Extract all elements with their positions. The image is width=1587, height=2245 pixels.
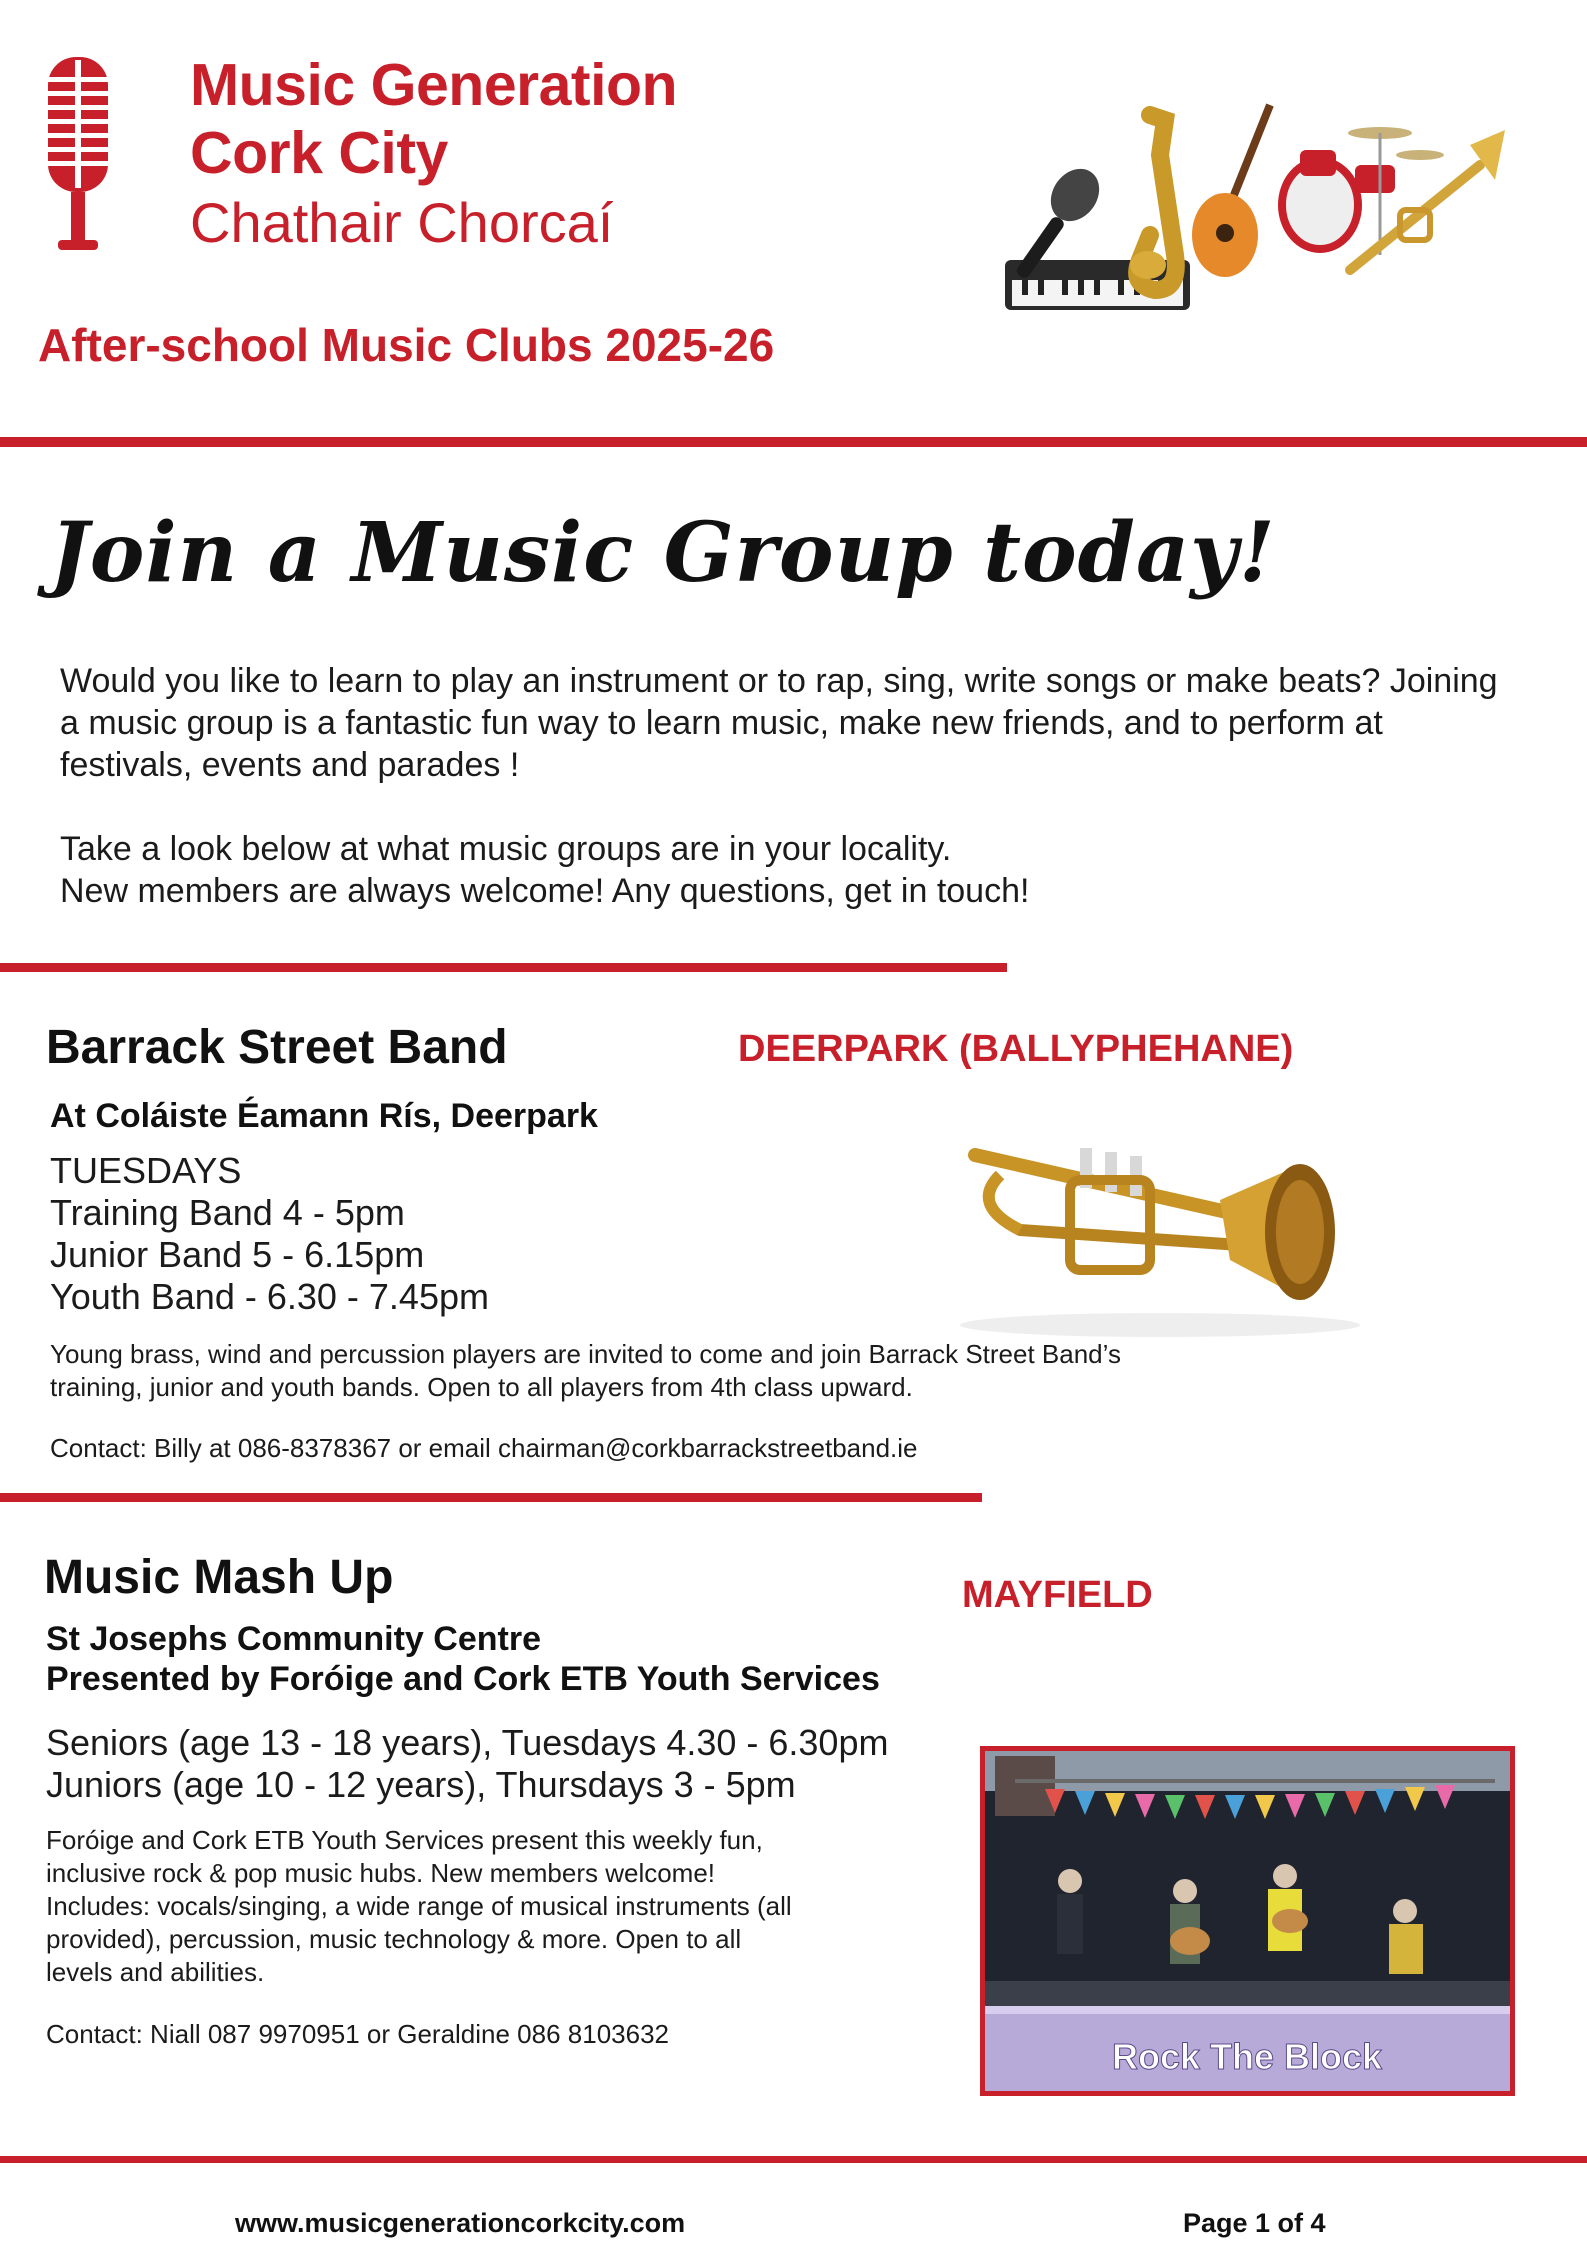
section1-session: Junior Band 5 - 6.15pm	[50, 1234, 425, 1275]
microphone-logo-icon	[38, 55, 118, 255]
section1-locality: DEERPARK (BALLYPHEHANE)	[738, 1028, 1294, 1070]
divider	[0, 1493, 982, 1502]
section2-title: Music Mash Up	[44, 1551, 394, 1604]
band-photo-scene	[985, 1751, 1510, 2091]
section2-session: Juniors (age 10 - 12 years), Thursdays 3 - 5pm	[46, 1764, 796, 1805]
brand-name-line1: Music Generation	[190, 52, 678, 118]
footer-page-number: Page 1 of 4	[1183, 2208, 1326, 2238]
intro-paragraph-2-line-1: Take a look below at what music groups are in your locality.	[60, 830, 952, 868]
section1-title: Barrack Street Band	[46, 1021, 508, 1074]
section1-day: TUESDAYS	[50, 1150, 242, 1191]
saxophone-icon	[1130, 115, 1176, 290]
intro-paragraph-2-line-2: New members are always welcome! Any questions, get in touch!	[60, 872, 1030, 910]
intro-text	[60, 660, 1510, 912]
guitar-icon	[1192, 105, 1270, 277]
brand-name-irish: Chathair Chorcaí	[190, 191, 614, 254]
divider	[0, 437, 1587, 447]
section1-contact: Contact: Billy at 086-8378367 or email chairman@corkbarrackstreetband.ie	[50, 1433, 918, 1463]
drum-kit-icon	[1282, 127, 1444, 255]
section2-locality: MAYFIELD	[962, 1574, 1153, 1616]
intro-paragraph-1: Would you like to learn to play an instrument or to rap, sing, write songs or make beats? Joining a music group is a fantastic fun way to learn music, make new friends, and to perform at festivals, events and parades !	[60, 662, 1498, 784]
page-headline: Join a Music Group today!	[50, 505, 1276, 601]
section2-venue: St Josephs Community Centre	[46, 1620, 541, 1658]
section2-presenter: Presented by Foróige and Cork ETB Youth Services	[46, 1660, 880, 1698]
section1-venue: At Coláiste Éamann Rís, Deerpark	[50, 1097, 598, 1135]
page-subtitle: After-school Music Clubs 2025-26	[38, 319, 775, 371]
section2-description: Foróige and Cork ETB Youth Services present this weekly fun, inclusive rock & pop music hubs. New members welcome! Includes: vocals/singing, a wide range of musical instruments (all provided), percussion, music technology & more. Open to all levels and abilities.	[46, 1825, 792, 1987]
section1-description: Young brass, wind and percussion players are invited to come and join Barrack Street Band’s training, junior and youth bands. Open to all players from 4th class upward.	[50, 1339, 1121, 1402]
instruments-illustration	[1000, 95, 1510, 325]
trumpet-image	[940, 1120, 1370, 1340]
section1-session: Training Band 4 - 5pm	[50, 1192, 405, 1233]
section2-session: Seniors (age 13 - 18 years), Tuesdays 4.30 - 6.30pm	[46, 1722, 889, 1763]
section2-schedule	[46, 1722, 888, 1806]
divider	[0, 963, 1007, 972]
footer-divider	[0, 2156, 1587, 2163]
section1-session: Youth Band - 6.30 - 7.45pm	[50, 1276, 489, 1317]
section1-schedule	[50, 1150, 489, 1318]
band-photo-banner-text: Rock The Block	[1111, 2036, 1383, 2077]
brand-name-line2: Cork City	[190, 120, 448, 186]
band-photo	[980, 1746, 1515, 2096]
footer-website-link[interactable]: www.musicgenerationcorkcity.com	[235, 2208, 686, 2238]
section2-contact: Contact: Niall 087 9970951 or Geraldine 086 8103632	[46, 2019, 670, 2049]
